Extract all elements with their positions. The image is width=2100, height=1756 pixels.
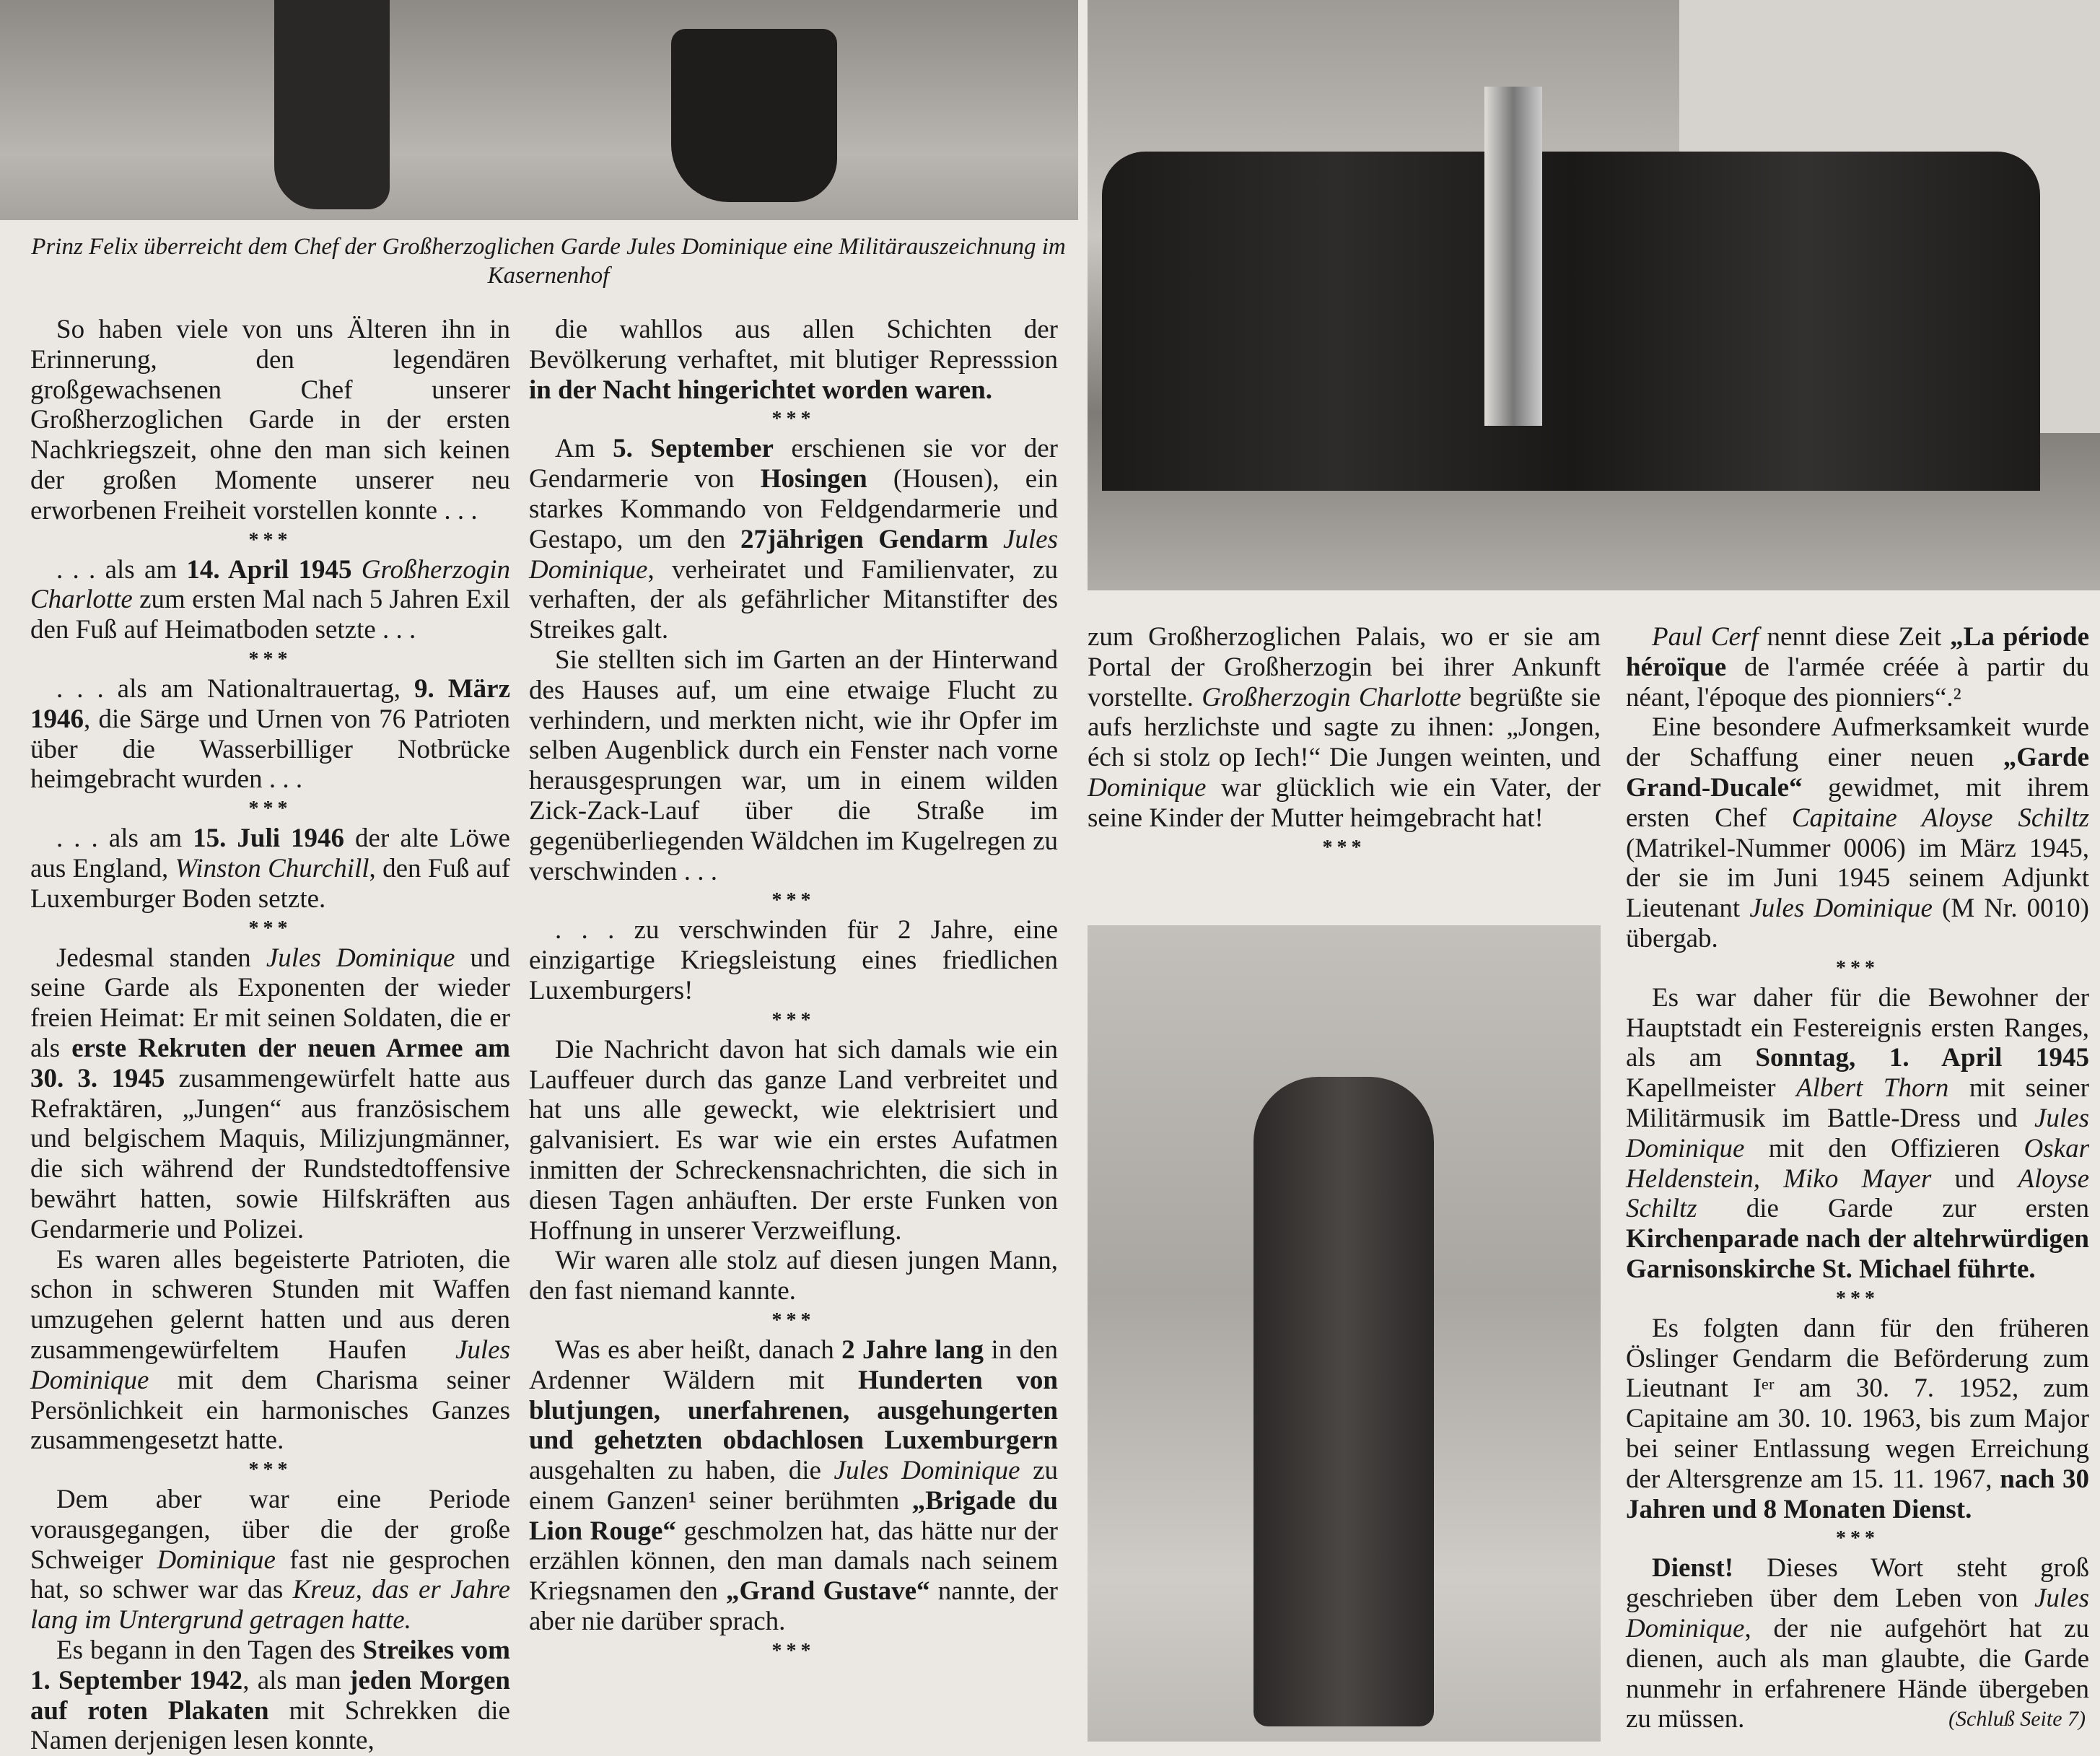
paragraph — [1088, 622, 1601, 834]
text: nennt diese Zeit — [1758, 622, 1951, 652]
bold-text: nach 30 Jahren und 8 Monaten Dienst. — [1626, 1464, 2089, 1524]
paragraph — [30, 315, 510, 526]
bold-text: „Brigade du Lion Rouge“ — [529, 1485, 1058, 1546]
italic-text: Jules Dominique — [30, 1335, 510, 1395]
paragraph — [529, 1246, 1058, 1306]
text: Es begann in den Tagen des — [56, 1635, 363, 1666]
paragraph — [30, 1245, 510, 1456]
text: geschmolzen hat, das hätte nur der erzählen können, den man damals nach seinem Kriegsnamen den — [529, 1516, 1059, 1607]
text-column-1 — [30, 315, 510, 1756]
photo-guard-group — [1088, 0, 2100, 590]
bold-text: 27jährigen Gendarm — [740, 524, 1003, 554]
bold-text: erste Rekruten der neuen Armee am 30. 3. 1945 — [30, 1033, 511, 1093]
italic-text: Jules Dominique — [834, 1456, 1020, 1486]
italic-text: Oskar Heldenstein, Miko Mayer — [1626, 1133, 2089, 1194]
section-separator: *** — [248, 647, 292, 670]
paragraph — [529, 645, 1058, 886]
text: Wir waren alle stolz auf diesen jungen Mann, den fast niemand kannte. — [529, 1246, 1058, 1306]
text: mit seiner Militärmusik im Battle-Dress und — [1626, 1073, 2089, 1133]
paragraph — [1626, 1314, 2089, 1525]
paragraph — [30, 674, 510, 795]
paragraph — [30, 1485, 510, 1635]
text: der alte Löwe aus England, — [30, 824, 510, 883]
italic-text: Winston Churchill — [175, 853, 369, 883]
paragraph — [30, 1635, 510, 1756]
section-separator: *** — [771, 1639, 815, 1662]
text: (Matrikel-Nummer 0006) im März 1945, der sie im Juni 1945 seinem Adjunkt Lieutenant — [1626, 833, 2089, 924]
text-column-2 — [529, 315, 1058, 1666]
italic-text: Capitaine Aloyse Schiltz — [1791, 803, 2089, 833]
section-separator: *** — [248, 528, 292, 551]
italic-text: Großherzogin Charlotte — [30, 554, 510, 615]
text: mit Schrekken die Namen derjenigen lesen konnte, — [30, 1695, 510, 1756]
text: nannte, der aber nie darüber sprach. — [529, 1576, 1058, 1637]
photo-caption: Prinz Felix überreicht dem Chef der Großherzoglichen Garde Jules Dominique eine Militärauszeichnung im Kasernenhof — [31, 234, 1066, 289]
text: . . . als am — [56, 824, 193, 854]
bold-text: 15. Juli 1946 — [193, 824, 345, 854]
text: , die Särge und Urnen von 76 Patrioten über die Wasserbilliger Notbrücke heimgebracht wurden . . . — [30, 704, 510, 795]
photo-jules-dominique — [1088, 925, 1601, 1742]
italic-text: Dominique — [157, 1545, 276, 1575]
section-separator: *** — [771, 889, 815, 912]
text: in den Ardenner Wäldern mit — [529, 1335, 1058, 1395]
text: und seine Garde als Exponenten der wieder freien Heimat: Er mit seinen Soldaten, die er als — [30, 943, 510, 1063]
bold-text: Hosingen — [760, 464, 867, 494]
section-separator: *** — [1836, 956, 1879, 979]
paragraph — [30, 943, 510, 1245]
boot-right — [671, 29, 837, 202]
paragraph — [529, 434, 1058, 645]
section-separator: *** — [248, 798, 292, 821]
bold-text: 5. September — [613, 434, 774, 464]
italic-text: Albert Thorn — [1795, 1073, 1949, 1104]
text: Es waren alles begeisterte Patrioten, die schon in schweren Stunden mit Waffen umzugehen gelernt hatten und aus deren zusammengewürfeltem Haufen — [30, 1244, 510, 1365]
bold-text: Sonntag, 1. April 1945 — [1755, 1043, 2089, 1073]
text: (M Nr. 0010) übergab. — [1626, 894, 2090, 953]
paragraph — [529, 1335, 1058, 1637]
text: zusammengewürfelt hatte aus Refraktären, „Jungen“ aus französischem und belgischem Maquis, Milizjungmänner, die sich während der Rundstedtoffensive bewährt hatten, sowie Hilfskräften aus Gendarmerie und Polizei. — [30, 1063, 510, 1244]
italic-text: Aloyse Schiltz — [1626, 1163, 2089, 1224]
paragraph — [1626, 712, 2089, 953]
flag — [1484, 87, 1542, 426]
text: war glücklich wie ein Vater, der seine Kinder der Mutter heimgebracht hat! — [1088, 772, 1601, 833]
text: . . . als am Nationaltrauertag, — [56, 673, 414, 704]
section-separator: *** — [771, 1309, 815, 1332]
paragraph — [529, 915, 1058, 1005]
text: Sie stellten sich im Garten an der Hinterwand des Hauses auf, um eine etwaige Flucht zu verhindern, und merkten nicht, wie ihr Opfer im selben Augenblick durch ein Fenster nach vorne herausgesprungen war, um in einem wilden Zick-Zack-Lauf über die Straße im gegenüberliegenden Wäldchen im Kugelregen zu verschwinden . . . — [529, 645, 1058, 886]
text: Jedesmal standen — [56, 943, 266, 973]
text: Dieses Wort steht groß geschrieben über dem Leben von — [1626, 1553, 2089, 1614]
bold-text: 2 Jahre lang — [841, 1335, 984, 1365]
text: de l'armée créée à partir du néant, l'époque des pionniers“.² — [1626, 652, 2089, 712]
bold-text: „Garde Grand-Ducale“ — [1626, 743, 2089, 803]
paragraph — [529, 315, 1058, 405]
section-separator: *** — [1322, 836, 1366, 859]
paragraph — [1626, 622, 2089, 712]
text: , den Fuß auf Luxemburger Boden setzte. — [30, 853, 510, 914]
italic-text: Jules Dominique — [529, 524, 1059, 585]
text: Es folgten dann für den früheren Öslinger Gendarm die Beförderung zum Lieutnant Iᵉʳ am 30. 7. 1952, zum Capitaine am 30. 10. 1963, bis zum Major bei seiner Entlassung wegen Erreichung der Altersgrenze am 15. 11. 1967, — [1626, 1313, 2089, 1494]
text: Eine besondere Aufmerksamkeit wurde der Schaffung einer neuen — [1626, 712, 2089, 773]
italic-text: Dominique — [1088, 772, 1207, 803]
bold-text: „La période héroïque — [1626, 622, 2089, 682]
continuation-note: (Schluß Seite 7) — [1948, 1707, 2086, 1731]
text: Dem aber war eine Periode vorausgegangen, über die der große Schweiger — [30, 1485, 510, 1575]
text: Was es aber heißt, danach — [555, 1335, 842, 1365]
paragraph — [529, 1035, 1058, 1246]
bold-text: Streikes vom 1. September 1942 — [30, 1635, 511, 1695]
section-separator: *** — [1836, 1527, 1879, 1550]
section-separator: *** — [248, 1459, 292, 1482]
text: und — [1931, 1163, 2018, 1194]
text: die Garde zur ersten — [1697, 1194, 2089, 1224]
italic-text: Paul Cerf — [1652, 622, 1759, 652]
bold-text: 9. März 1946 — [30, 673, 510, 734]
italic-text: Kreuz, das er Jahre lang im Untergrund getragen hatte. — [30, 1575, 511, 1635]
text: die wahllos aus allen Schichten der Bevölkerung verhaftet, mit blutiger Represssion — [529, 315, 1058, 375]
text: , als man — [242, 1665, 350, 1695]
bold-text: jeden Morgen auf roten Plakaten — [30, 1665, 510, 1726]
text: (Housen), ein starkes Kommando von Feldgendarmerie und Gestapo, um den — [529, 464, 1058, 554]
text: . . . zu verschwinden für 2 Jahre, eine einzigartige Kriegsleistung eines friedlichen Luxemburgers! — [529, 915, 1058, 1005]
text: Die Nachricht davon hat sich damals wie ein Lauffeuer durch das ganze Land verbreitet und hat uns alle geweckt, wie elektrisiert und galvanisiert. Es war wie ein erstes Aufatmen inmitten der Schreckensnachrichten, die sich in diesen Tagen anhäuften. Der erste Funken von Hoffnung in unserer Verzweiflung. — [529, 1034, 1058, 1246]
italic-text: Jules Dominique — [1626, 1584, 2089, 1643]
bold-text: Kirchenparade nach der altehrwürdigen Garnisonskirche St. Michael führte. — [1626, 1224, 2089, 1284]
photo-award-ceremony — [0, 0, 1078, 220]
bold-text: Hunderten von blutjungen, unerfahrenen, ausgehungerten und gehetzten obdachlosen Luxemburgern — [529, 1365, 1059, 1456]
section-separator: *** — [248, 917, 292, 940]
text: zum Großherzoglichen Palais, wo er sie am Portal der Großherzogin bei ihrer Ankunft vorstellte. — [1088, 622, 1601, 712]
text: . . . als am — [56, 554, 187, 585]
boot-left — [274, 0, 390, 209]
section-separator: *** — [771, 1008, 815, 1031]
bold-text: „Grand Gustave“ — [726, 1576, 930, 1607]
bold-text: 14. April 1945 — [186, 554, 362, 585]
text: ausgehalten zu haben, die — [529, 1456, 834, 1486]
italic-text: Großherzogin Charlotte — [1202, 682, 1461, 712]
text: fast nie gesprochen hat, so schwer war das — [30, 1545, 510, 1605]
text: zum ersten Mal nach 5 Jahren Exil den Fuß auf Heimatboden setzte . . . — [30, 585, 510, 645]
italic-text: Jules Dominique — [1749, 894, 1933, 924]
italic-text: Jules Dominique — [266, 943, 455, 973]
paragraph — [1626, 983, 2089, 1285]
text: Kapellmeister — [1626, 1073, 1796, 1104]
man-figure — [1254, 1077, 1434, 1726]
section-separator: *** — [771, 408, 815, 431]
text: begrüßte sie aufs herzlichste und sagte zu ihnen: „Jongen, éch si stolz op Iech!“ Die Jungen weinten, und — [1088, 682, 1601, 773]
bold-text: in der Nacht hingerichtet worden waren. — [529, 375, 992, 405]
text: , verheiratet und Familienvater, zu verhaften, der als gefährlicher Mitanstifter des Streikes galt. — [529, 554, 1058, 645]
text: Am — [555, 434, 613, 464]
text: zu einem Ganzen¹ seiner berühmten — [529, 1456, 1058, 1516]
italic-text: Jules Dominique — [1626, 1103, 2089, 1163]
text: So haben viele von uns Älteren ihn in Erinnerung, den legendären großgewachsenen Chef unserer Großherzoglichen Garde in der ersten Nachkriegszeit, ohne den man sich keinen der großen Momente unserer neu erworbenen Freiheit vorstellen konnte . . . — [30, 315, 510, 525]
text: erschienen sie vor der Gendarmerie von — [529, 434, 1059, 494]
text: mit dem Charisma seiner Persönlichkeit ein harmonisches Ganzes zusammengesetzt hatte. — [30, 1365, 510, 1456]
text-column-3 — [1088, 622, 1601, 862]
bold-text: Dienst! — [1652, 1553, 1734, 1584]
text: gewidmet, mit ihrem ersten Chef — [1626, 772, 2089, 833]
soldiers-row — [1102, 152, 2040, 491]
paragraph — [30, 824, 510, 914]
text: Es war daher für die Bewohner der Hauptstadt ein Festereignis ersten Ranges, als am — [1626, 982, 2089, 1073]
paragraph — [30, 555, 510, 645]
text: mit den Offizieren — [1744, 1133, 2024, 1163]
text: , der nie aufgehört hat zu dienen, auch als man glaubte, die Garde nunmehr in erfahrenere Hände übergeben zu müssen. — [1626, 1613, 2089, 1734]
section-separator: *** — [1836, 1287, 1879, 1310]
text-column-4 — [1626, 622, 2089, 1734]
